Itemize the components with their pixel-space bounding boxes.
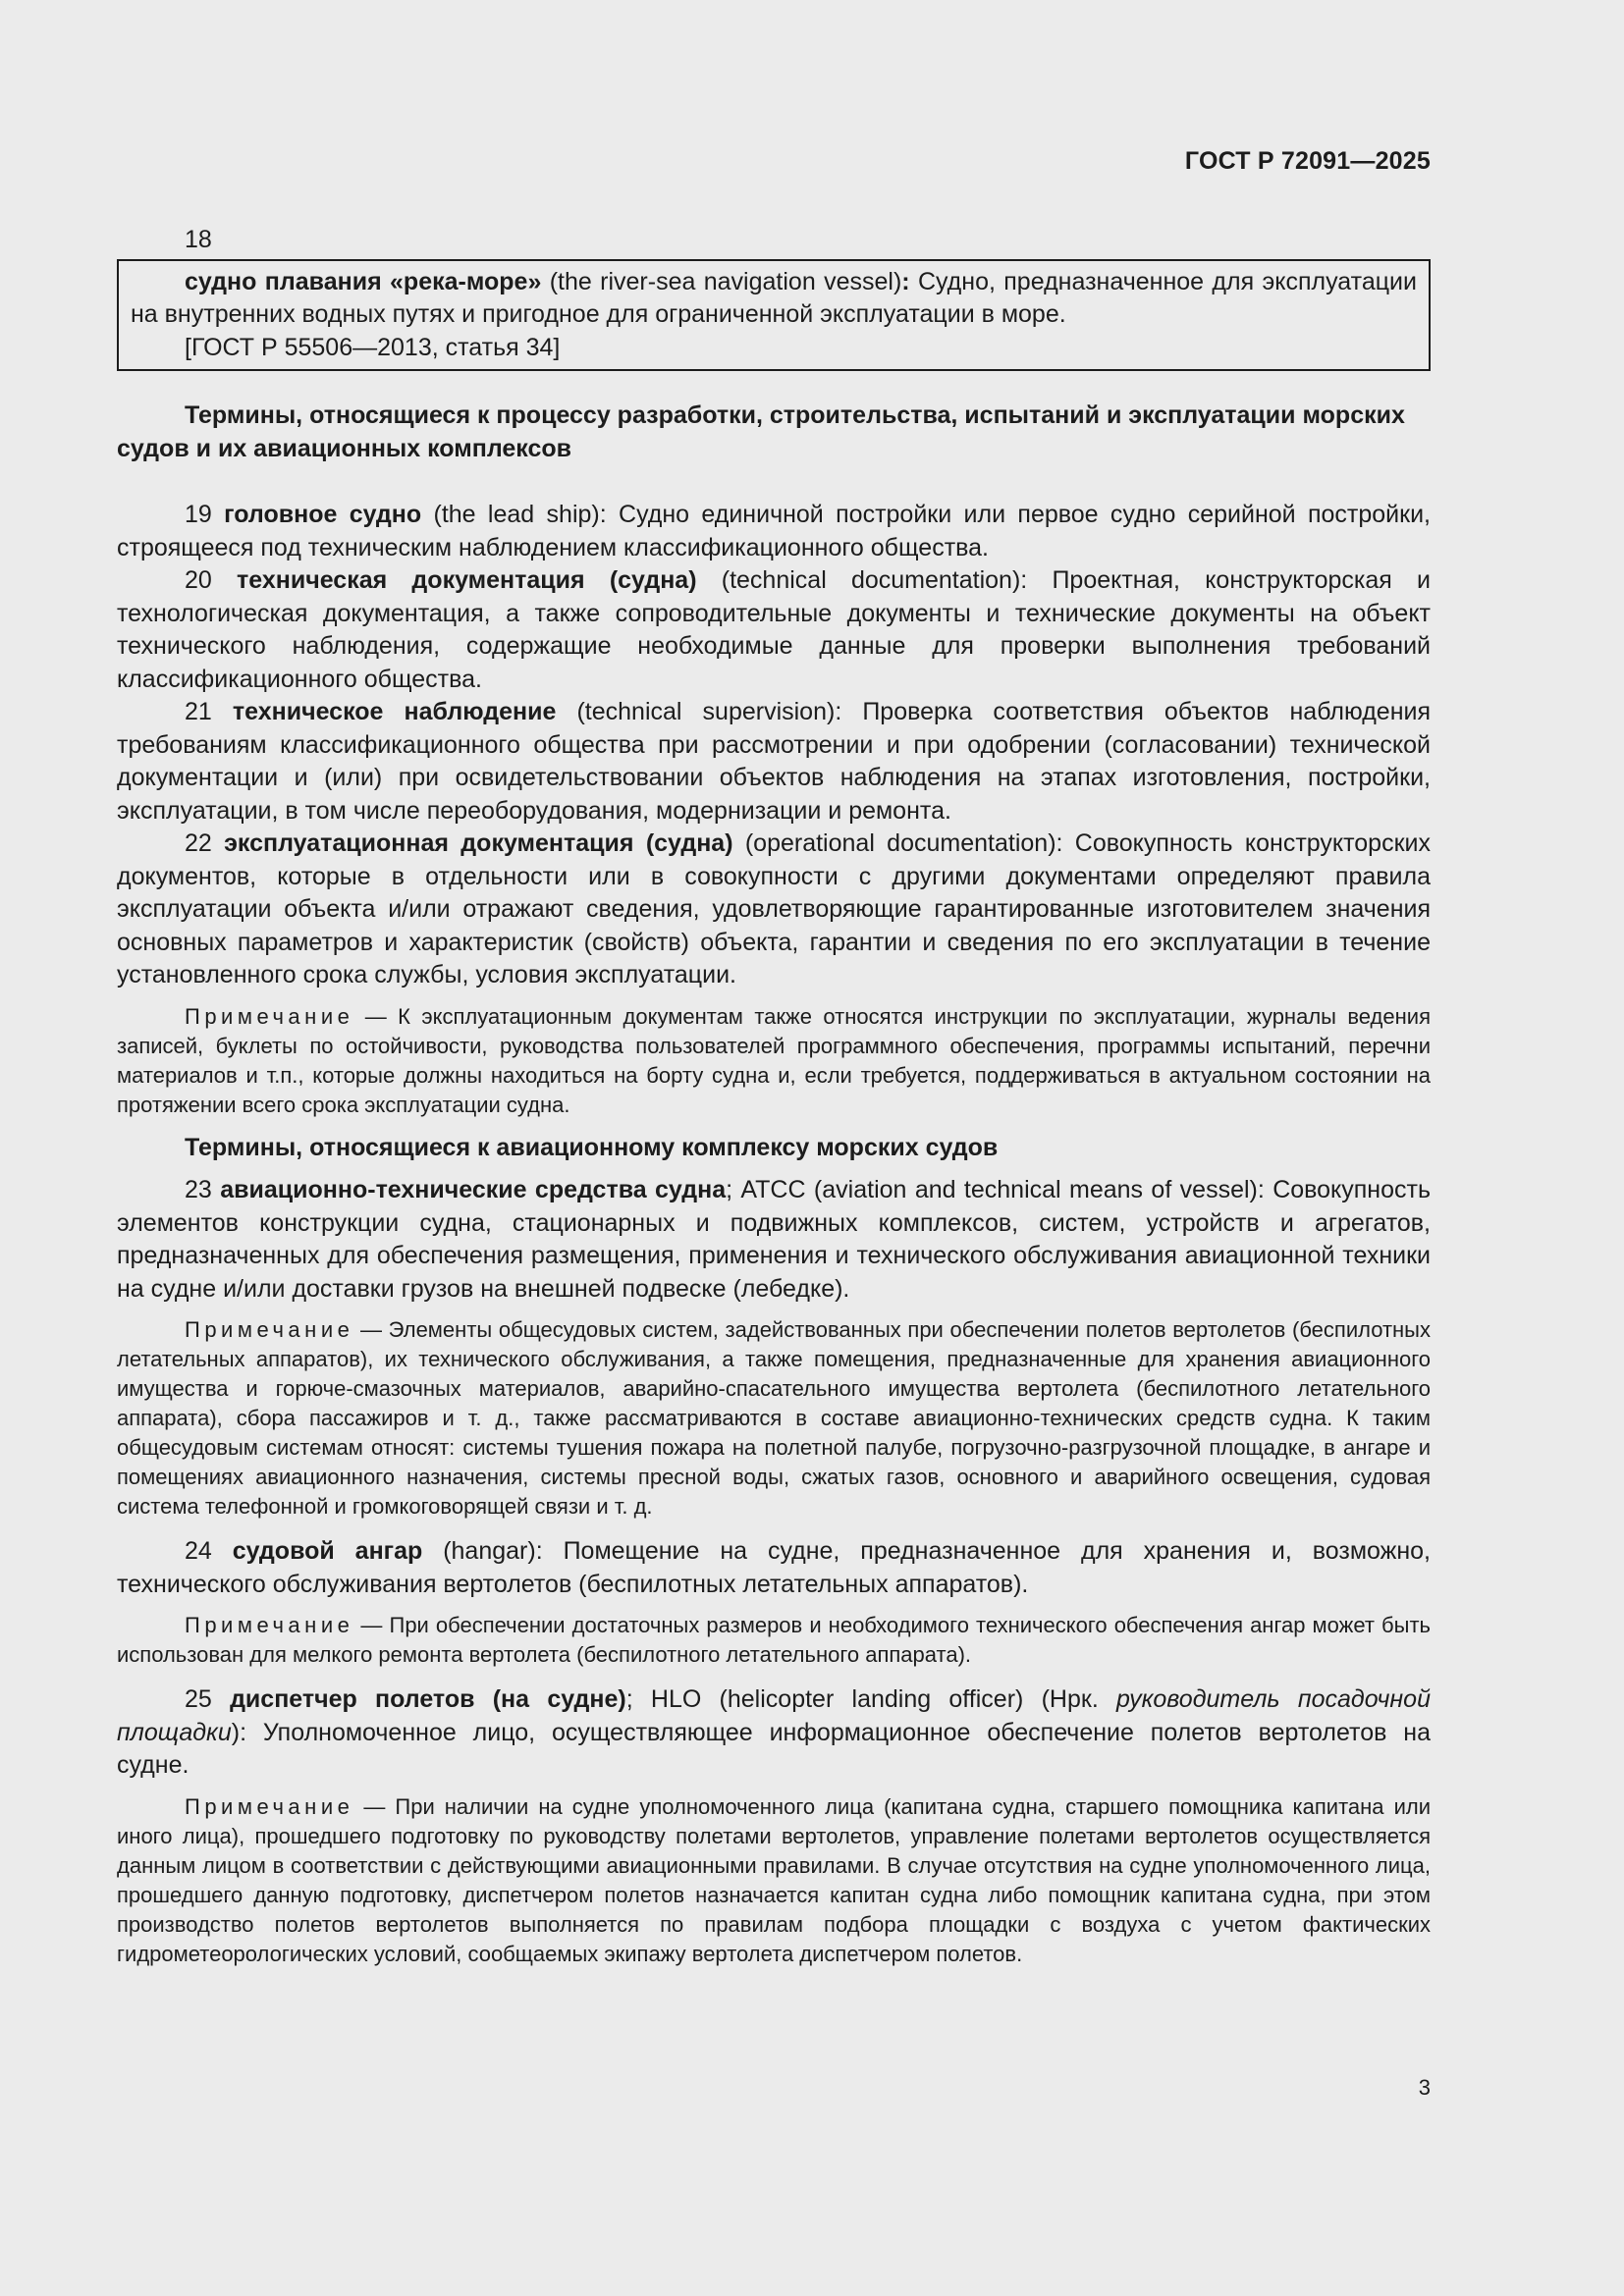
term-25-number: 25 [185,1685,212,1713]
term-18-box [117,259,1431,372]
term-23-note-text: — Элементы общесудовых систем, задействованных при обеспечении полетов вертолетов (беспилотных летательных аппаратов), их технического обслуживания, а также помещения, предназначенные для хранения авиационного имущества и горюче-смазочных материалов, аварийно-спасательного имущества вертолета (беспилотного летательного аппарата), сбора пассажиров и т. д., также рассматриваются в составе авиационно-технических средств судна. К таким общесудовым системам относят: системы тушения пожара на полетной палубе, погрузочно-разгрузочной площадке, в ангаре и помещениях авиационного назначения, системы пресной воды, сжатых газов, основного и аварийного освещения, судовая система телефонной и громкоговорящей связи и т. д. [117,1317,1431,1519]
term-20-title: техническая документация (судна) [237,566,697,594]
term-18-english: (the river-sea navigation vessel) [541,267,902,295]
term-20-definition: (technical documentation): Проектная, конструкторская и технологическая документация, а также сопроводительные документы и технические документы на объект технического наблюдения, содержащие необходимые данные для проверки выполнения требований классификационного общества. [117,566,1431,693]
term-21-number: 21 [185,698,212,725]
term-19-number: 19 [185,501,212,528]
term-19-paragraph [117,499,1431,564]
term-22-definition: (operational documentation): Совокупность конструкторских документов, которые в отдельности или в совокупности с другими документами определяют правила эксплуатации объекта и/или отражают сведения, удовлетворяющие гарантированные изготовителем значения основных параметров и характеристик (свойств) объекта, гарантии и сведения по его эксплуатации в течение установленного срока службы, условия эксплуатации. [117,829,1431,988]
term-24-number: 24 [185,1537,212,1565]
term-24-note-label: Примечание [185,1613,354,1637]
page-content [117,224,1431,1969]
term-20-paragraph [117,564,1431,696]
term-21-title: техническое наблюдение [232,698,557,725]
section-heading-aviation: Термины, относящиеся к авиационному комплексу морских судов [185,1133,999,1161]
term-25-italic-variant: руководитель посадочной площадки [117,1685,1431,1746]
term-25-note-label: Примечание [185,1793,354,1819]
term-22-note-label: Примечание [185,1003,354,1029]
term-25-note [117,1792,1431,1969]
term-25-title: диспетчер полетов (на судне) [230,1685,626,1713]
term-25-paragraph [117,1683,1431,1783]
section-heading-development: Термины, относящиеся к процессу разработки, строительства, испытаний и эксплуатации морских судов и их авиационных комплексов [117,401,1405,462]
page-number: 3 [1418,2075,1431,2100]
term-18-colon: : [901,267,910,295]
term-22-note-text: — К эксплуатационным документам также относятся инструкции по эксплуатации, журналы ведения записей, буклеты по остойчивости, руководства пользователей программного обеспечения, программы испытаний, перечни материалов и т.п., которые должны находиться на борту судна и, если требуется, поддерживаться в актуальном состоянии на протяжении всего срока эксплуатации судна. [117,1003,1431,1117]
term-23-definition: ; АТСС (aviation and technical means of vessel): Совокупность элементов конструкции судна, стационарных и подвижных комплексов, систем, устройств и агрегатов, предназначенных для обеспечения размещения, применения и технического обслуживания авиационной техники на судне и/или доставки грузов на внешней подвеске (лебедке). [117,1176,1431,1303]
term-22-paragraph [117,828,1431,992]
term-25-definition-a: ; HLO (helicopter landing officer) (Нрк. [625,1685,1117,1713]
term-24-title: судовой ангар [232,1537,423,1565]
term-25-definition-b: ): Уполномоченное лицо, осуществляющее информационное обеспечение полетов вертолетов на судне. [117,1718,1431,1779]
term-number-18: 18 [185,226,212,253]
term-19-definition: (the lead ship): Судно единичной постройки или первое судно серийной постройки, строящееся под техническим наблюдением классификационного общества. [117,501,1431,561]
term-24-paragraph [117,1535,1431,1601]
term-18-paragraph [131,266,1417,332]
term-23-paragraph [117,1174,1431,1306]
term-23-title: авиационно-технические средства судна [220,1176,727,1203]
term-21-definition: (technical supervision): Проверка соответствия объектов наблюдения требованиям классификационного общества при рассмотрении и при одобрении (согласовании) технической документации и (или) при освидетельствовании объектов наблюдения на этапах изготовления, постройки, эксплуатации, в том числе переоборудования, модернизации и ремонта. [117,698,1431,825]
term-21-paragraph [117,696,1431,828]
term-18-title: судно плавания «река-море» [185,267,542,295]
term-18-citation: [ГОСТ Р 55506—2013, статья 34] [185,333,561,361]
term-19-title: головное судно [224,501,422,528]
term-23-note [117,1315,1431,1522]
term-24-definition: (hangar): Помещение на судне, предназначенное для хранения и, возможно, технического обслуживания вертолетов (беспилотных летательных аппаратов). [117,1537,1432,1598]
document-id-header: ГОСТ Р 72091—2025 [1184,147,1431,175]
term-23-number: 23 [185,1176,212,1203]
term-18-definition: Судно, предназначенное для эксплуатации на внутренних водных путях и пригодное для ограниченной эксплуатации в море. [131,267,1417,328]
term-22-note [117,1002,1431,1120]
term-25-note-text: — При наличии на судне уполномоченного лица (капитана судна, старшего помощника капитана или иного лица), прошедшего подготовку по руководству полетами вертолетов, управление полетами вертолетов осуществляется данным лицом в соответствии с действующими авиационными правилами. В случае отсутствия на судне уполномоченного лица, прошедшего данную подготовку, диспетчером полетов назначается капитан судна либо помощник капитана судна, при этом производство полетов вертолетов выполняется по правилам подбора площадки с воздуха с учетом фактических гидрометеорологических условий, сообщаемых экипажу вертолета диспетчером полетов. [117,1793,1431,1966]
term-23-note-label: Примечание [185,1317,354,1342]
term-24-note-text: — При обеспечении достаточных размеров и необходимого технического обеспечения ангар может быть использован для мелкого ремонта вертолета (беспилотного летательного аппарата). [117,1613,1431,1667]
term-20-number: 20 [185,566,212,594]
term-22-number: 22 [185,829,212,857]
term-24-note [117,1611,1431,1670]
term-22-title: эксплуатационная документация (судна) [224,829,733,857]
